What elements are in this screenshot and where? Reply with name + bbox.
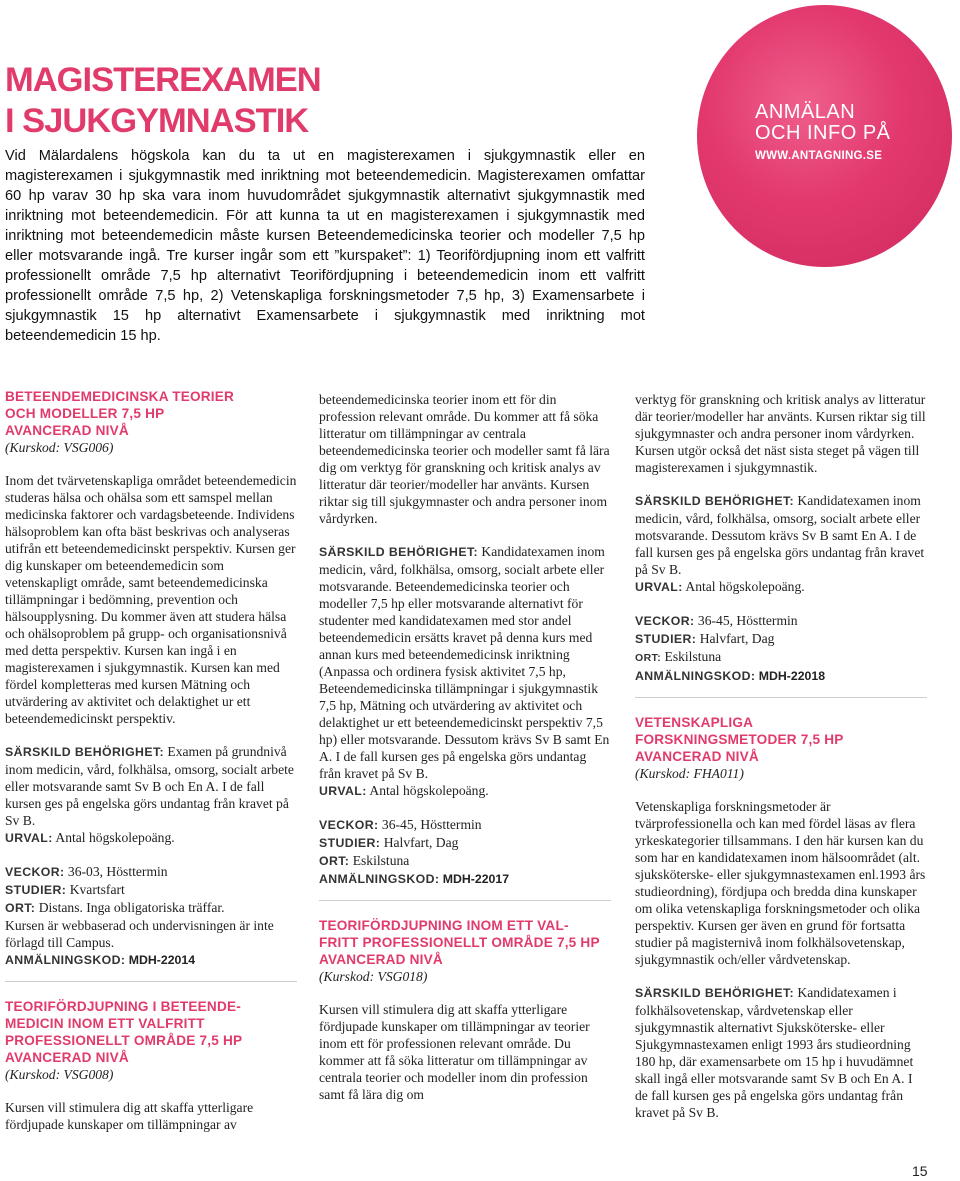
course3-urval-value: Antal högskolepoäng. (685, 579, 805, 594)
course2-description-cont: beteendemedicinska teorier inom ett för din profession relevant område. Du kommer att få söka litteratur om tillämpningar av centrala beteendemedicinska teorier och modeller samt få lära dig om verktyg för granskning och kritisk analys av litteratur där teorier/modeller har använts. Kursen riktar sig till sjukgymnaster och andra personer inom vårdyrken. (319, 392, 610, 526)
anmalningskod-label: ANMÄLNINGSKOD: (319, 872, 440, 886)
course4-heading-line-1: VETENSKAPLIGA (635, 715, 754, 730)
behorighet-label: SÄRSKILD BEHÖRIGHET: (635, 494, 794, 508)
veckor-label: VECKOR: (319, 818, 379, 832)
info-badge-text (755, 102, 955, 164)
page-number: 15 (912, 1163, 928, 1179)
course2-ort: Eskilstuna (352, 853, 410, 868)
badge-line-2: OCH INFO PÅ (755, 122, 891, 144)
course1-heading-line-1: BETEENDEMEDICINSKA TEORIER (5, 389, 235, 404)
course4-heading (635, 714, 927, 765)
anmalningskod-label: ANMÄLNINGSKOD: (5, 953, 126, 967)
course1-behorighet-value: Examen på grundnivå inom medicin, vård, folkhälsa, omsorg, socialt arbete eller motsvarande samt Sv B och En A. I de fall kursen ges på engelska görs undantag från kravet på Sv B. (5, 744, 294, 828)
course3-veckor: 36-45, Hösttermin (697, 613, 798, 628)
course3-code: (Kurskod: VSG018) (319, 969, 428, 984)
course1-anmalningskod: MDH-22014 (128, 953, 196, 967)
course3-heading-line-2: FRITT PROFESSIONELLT OMRÅDE 7,5 HP (319, 935, 600, 950)
course2-behorighet-value: Kandidatexamen inom medicin, vård, folkhälsa, omsorg, socialt arbete eller motsvarande. Beteendemedicinska teorier och modeller 7,5 hp eller motsvarande alternativt för studenter med kandidatexamen med stor andel beteendemedicin ersätts kravet på denna kurs med annan kurs med beteendemedicinsk inriktning (Anpassa och ordinera fysisk aktivitet 7,5 hp, Beteendemedicinska tillämpningar i sjukgymnastik 7,5 hp, Mätning och utvärdering av aktivitet och delaktighet ur ett beteendemedicinskt perspektiv 7,5 hp) eller motsvarande. Dessutom krävs Sv B samt En A. I de fall kursen ges på engelska görs undantag från kravet på Sv B. (319, 544, 610, 781)
studier-label: STUDIER: (319, 836, 381, 850)
behorighet-label: SÄRSKILD BEHÖRIGHET: (5, 745, 164, 759)
course2-heading (5, 998, 297, 1066)
course2-description-start: Kursen vill stimulera dig att skaffa ytterligare fördjupade kunskaper om tillämpningar av (5, 1100, 254, 1132)
badge-url-link[interactable]: WWW.ANTAGNING.SE (755, 150, 883, 162)
course3-anmalningskod: MDH-22018 (758, 669, 826, 683)
column-2 (319, 391, 611, 1103)
course1-studier: Kvartsfart (69, 882, 125, 897)
course3-behorighet (635, 492, 927, 596)
course2-details (319, 816, 611, 888)
course1-description: Inom det tvärvetenskapliga området beteendemedicin studeras hälsa och ohälsa som ett samspel mellan medicinska faktorer och vardagsbeteende. Individens hälsoproblem kan ofta bäst beskrivas och analyseras utifrån ett beteendemedicinskt perspektiv. Kursen ger dig kunskaper om beteendemedicin som vetenskapligt område, samt beteendemedicinska tillämpningar i bedömning, prevention och hälsoupplysning. Du kommer även att studera hälsa och ohälsoproblem på grupp- och organisationsnivå med detta perspektiv. Kursen kan ingå i en magisterexamen i sjukgymnastik. Kursen kan med fördel kompletteras med kursen Mätning och utvärdering av aktivitet och delaktighet ur ett beteendemedicinskt perspektiv. (5, 473, 297, 726)
course1-heading (5, 388, 297, 439)
page-title (5, 60, 605, 142)
urval-label: URVAL: (635, 580, 683, 594)
course3-behorighet-value: Kandidatexamen inom medicin, vård, folkhälsa, omsorg, socialt arbete eller motsvarande. Dessutom krävs Sv B samt En A. I de fall kursen ges på engelska görs undantag från kravet på Sv B. (635, 493, 925, 577)
course2-heading-line-2: MEDICIN INOM ETT VALFRITT (5, 1016, 205, 1031)
anmalningskod-label: ANMÄLNINGSKOD: (635, 669, 756, 683)
course1-ort: Distans. Inga obligatoriska träffar. (38, 900, 225, 915)
badge-line-1: ANMÄLAN (755, 101, 856, 123)
course1-heading-line-2: OCH MODELLER 7,5 HP (5, 406, 165, 421)
ort-label: ORT: (635, 652, 662, 664)
course4-heading-line-3: AVANCERAD NIVÅ (635, 749, 759, 764)
course1-veckor: 36-03, Hösttermin (67, 864, 168, 879)
course3-details (635, 612, 927, 685)
course1-urval-value: Antal högskolepoäng. (55, 830, 175, 845)
ort-label: ORT: (319, 854, 350, 868)
course2-urval-value: Antal högskolepoäng. (369, 783, 489, 798)
course1-heading-line-3: AVANCERAD NIVÅ (5, 423, 129, 438)
course1-code: (Kurskod: VSG006) (5, 440, 114, 455)
course3-heading-line-3: AVANCERAD NIVÅ (319, 952, 443, 967)
course4-code: (Kurskod: FHA011) (635, 766, 744, 781)
course1-behorighet (5, 743, 297, 847)
course3-ort: Eskilstuna (664, 649, 722, 664)
course2-heading-line-1: TEORIFÖRDJUPNING I BETEENDE- (5, 999, 241, 1014)
urval-label: URVAL: (319, 784, 367, 798)
course2-anmalningskod: MDH-22017 (442, 872, 510, 886)
divider (5, 981, 297, 982)
page-title-line-2: I SJUKGYMNASTIK (5, 102, 309, 140)
course4-description: Vetenskapliga forskningsmetoder är tvärprofessionella och kan med fördel läsas av flera yrkeskategorier tillsammans. I den här kursen kan du som har en kandidatexamen inom hälsoområdet (alt. sjuksköterske- eller sjukgymnastexamen enl.1993 års studieordning), fördjupa och bredda dina kunskaper om olika vetenskapliga forskningsmetoder och olika perspektiv. Kursen ger även en grund för fortsatta studier på magisternivå inom folkhälsovetenskap, sjukgymnastik och/eller vårdvetenskap. (635, 799, 926, 967)
veckor-label: VECKOR: (5, 865, 65, 879)
course3-heading (319, 917, 611, 968)
course3-studier: Halvfart, Dag (699, 631, 775, 646)
behorighet-label: SÄRSKILD BEHÖRIGHET: (319, 545, 478, 559)
column-3 (635, 391, 927, 1121)
column-1 (5, 388, 297, 1133)
page-title-line-1: MAGISTEREXAMEN (5, 61, 321, 99)
urval-label: URVAL: (5, 831, 53, 845)
studier-label: STUDIER: (5, 883, 67, 897)
studier-label: STUDIER: (635, 632, 697, 646)
course4-heading-line-2: FORSKNINGSMETODER 7,5 HP (635, 732, 844, 747)
divider (635, 697, 927, 698)
veckor-label: VECKOR: (635, 614, 695, 628)
course3-description-start: Kursen vill stimulera dig att skaffa ytterligare fördjupade kunskaper om tillämpningar av teorier inom ett för professionen relevant område. Du kommer att få söka litteratur om tillämpningar av centrala teorier och modeller inom din profession samt få lära dig om (319, 1002, 590, 1102)
course2-veckor: 36-45, Hösttermin (381, 817, 482, 832)
course3-heading-line-1: TEORIFÖRDJUPNING INOM ETT VAL- (319, 918, 569, 933)
behorighet-label: SÄRSKILD BEHÖRIGHET: (635, 986, 794, 1000)
course2-heading-line-3: PROFESSIONELLT OMRÅDE 7,5 HP (5, 1033, 243, 1048)
course2-behorighet (319, 543, 611, 800)
course2-heading-line-4: AVANCERAD NIVÅ (5, 1050, 129, 1065)
course1-details (5, 863, 297, 969)
course3-description-cont: verktyg för granskning och kritisk analys av litteratur där teorier/modeller har använts. Kursen riktar sig till sjukgymnaster och andra personer inom vårdyrken. Kursen utgör också det näst sista steget på vägen till magisterexamen i sjukgymnastik. (635, 392, 926, 475)
course1-note: Kursen är webbaserad och undervisningen är inte förlagd till Campus. (5, 918, 274, 950)
intro-paragraph: Vid Mälardalens högskola kan du ta ut en magisterexamen i sjukgymnastik eller en magisterexamen i sjukgymnastik med inriktning mot beteendemedicin. Magisterexamen omfattar 60 hp varav 30 hp ska vara inom huvudområdet sjukgymnastik alternativt sjukgymnastik med inriktning mot beteendemedicin. För att kunna ta ut en magisterexamen i sjukgymnastik med inriktning mot beteendemedicin måste kursen Beteendemedicinska teorier och modeller 7,5 hp eller motsvarande ingå. Tre kurser ingår som ett ”kurspaket”: 1) Teorifördjupning inom ett valfritt professionellt område 7,5 hp alternativt Teorifördjupning i beteendemedicin inom ett valfritt professionellt område 7,5 hp, 2) Vetenskapliga forskningsmetoder 7,5 hp, 3) Examensarbete i sjukgymnastik 15 hp alternativt Examensarbete i sjukgymnastik med inriktning mot beteendemedicin 15 hp. (5, 148, 645, 344)
divider (319, 900, 611, 901)
course2-code: (Kurskod: VSG008) (5, 1067, 114, 1082)
course2-studier: Halvfart, Dag (383, 835, 459, 850)
course4-behorighet (635, 984, 927, 1121)
course4-behorighet-value: Kandidatexamen i folkhälsovetenskap, vårdvetenskap eller sjukgymnastik alternativt Sjuksköterske- eller Sjukgymnastexamen enligt 1993 års studieordning 180 hp, där examensarbete om 15 hp i huvudämnet skall ingå eller motsvarande samt Sv B och En A. I de fall kursen ges på engelska görs undantag från kravet på Sv B. (635, 985, 914, 1120)
ort-label: ORT: (5, 901, 36, 915)
